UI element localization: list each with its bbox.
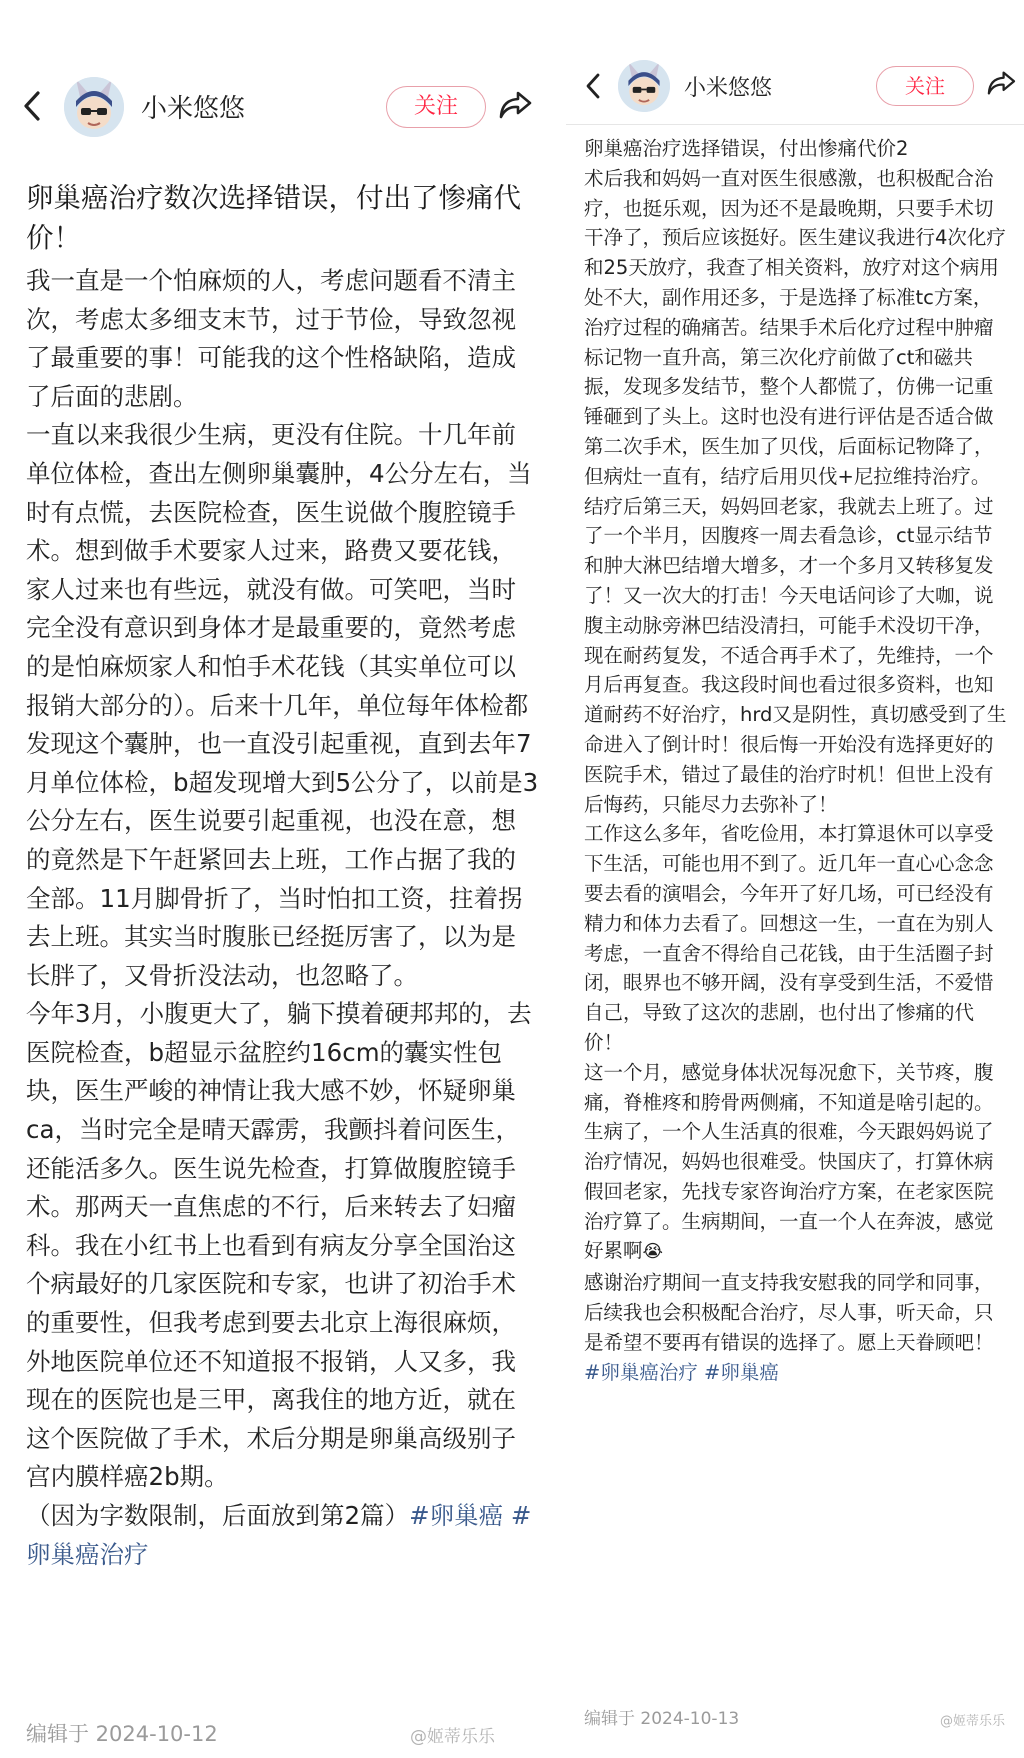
follow-button[interactable]: 关注 — [876, 66, 974, 106]
watermark: @姬蒂乐乐 — [940, 1714, 1006, 1729]
post-body — [566, 128, 1024, 1387]
follow-button[interactable]: 关注 — [386, 86, 486, 128]
edit-date: 编辑于 2024-10-13 — [584, 1709, 740, 1729]
edit-date: 编辑于 2024-10-12 — [26, 1722, 218, 1746]
post-paragraph: 术后我和妈妈一直对医生很感激，也积极配合治疗，也挺乐观，因为还不是最晚期，只要手术切干净了，预后应该挺好。医生建议我进行4次化疗和25天放疗，我查了相关资料，放疗对这个病用处不大，副作用还多，于是选择了标准tc方案，治疗过程的确痛苦。结果手术后化疗过程中肿瘤标记物一直升高，第三次化疗前做了ct和磁共振，发现多发结节，整个人都慌了，仿佛一记重锤砸到了头上。这时也没有进行评估是否适合做第二次手术，医生加了贝伐，后面标记物降了，但病灶一直有，结疗后用贝伐+尼拉维持治疗。结疗后第三天，妈妈回老家，我就去上班了。过了一个半月，因腹疼一周去看急诊，ct显示结节和肿大淋巴结增大增多，才一个多月又转移复发了！又一次大的打击！今天电话问诊了大咖，说腹主动脉旁淋巴结没清扫，可能手术没切干净，现在耐药复发，不适合再手术了，先维持，一个月后再复查。我这段时间也看过很多资料，也知道耐药不好治疗，hrd又是阴性，真切感受到了生命进入了倒计时！很后悔一开始没有选择更好的医院手术，错过了最佳的治疗时机！但世上没有后悔药，只能尽力去弥补了！ — [584, 166, 1007, 816]
share-icon[interactable] — [986, 70, 1016, 96]
watermark: @姬蒂乐乐 — [410, 1727, 495, 1747]
hashtag-link[interactable]: #卵巢癌治疗 — [26, 1501, 532, 1569]
post-title-line: 卵巢癌治疗选择错误，付出惨痛代价2 — [584, 137, 909, 160]
post-paragraph — [584, 1058, 1008, 1269]
username[interactable]: 小米悠悠 — [141, 94, 246, 124]
share-icon[interactable] — [498, 90, 532, 120]
back-arrow-icon[interactable] — [584, 72, 602, 100]
post-paragraph: 一直以来我很少生病，更没有住院。十几年前单位体检，查出左侧卵巢囊肿，4公分左右，当时有点慌，去医院检查，医生说做个腹腔镜手术。想到做手术要家人过来，路费又要花钱，家人过来也有些远，就没有做。可笑吧，当时完全没有意识到身体才是最重要的，竟然考虑的是怕麻烦家人和怕手术花钱（其实单位可以报销大部分的）。后来十几年，单位每年体检都发现这个囊肿，也一直没引起重视，直到去年7月单位体检，b超发现增大到5公分了，以前是3公分左右，医生说要引起重视，也没在意，想的竟然是下午赶紧回去上班，工作占据了我的全部。11月脚骨折了，当时怕扣工资，拄着拐去上班。其实当时腹胀已经挺厉害了，以为是长胖了，又骨折没法动，也忽略了。 — [26, 420, 539, 990]
post-paragraph-last — [26, 1497, 540, 1574]
post-paragraph-text: 这一个月，感觉身体状况每况愈下，关节疼，腹痛，脊椎疼和胯骨两侧痛，不知道是啥引起的。生病了，一个人生活真的很难，今天跟妈妈说了治疗情况，妈妈也很难受。快国庆了，打算休病假回老家，先找专家咨询治疗方案，在老家医院治疗算了。生病期间，一直一个人在奔波，感觉好累啊 — [584, 1060, 994, 1263]
post-paragraph: 我一直是一个怕麻烦的人，考虑问题看不清主次，考虑太多细支末节，过于节俭，导致忽视了最重要的事！可能我的这个性格缺陷，造成了后面的悲剧。 — [26, 266, 516, 411]
post-tags — [584, 1358, 1008, 1388]
continuation-note: （因为字数限制，后面放到第2篇） — [26, 1501, 410, 1530]
hashtag-link[interactable]: #卵巢癌 — [704, 1360, 779, 1384]
post-title: 卵巢癌治疗数次选择错误，付出了惨痛代价！ — [26, 182, 521, 254]
post-body — [0, 258, 560, 1574]
header-divider — [566, 124, 1024, 125]
right-post-panel — [566, 0, 1024, 1758]
post-header — [566, 0, 1024, 128]
avatar[interactable] — [618, 60, 670, 112]
username[interactable]: 小米悠悠 — [684, 76, 773, 101]
post-paragraph: 今年3月，小腹更大了，躺下摸着硬邦邦的，去医院检查，b超显示盆腔约16cm的囊实性包块，医生严峻的神情让我大感不妙，怀疑卵巢ca，当时完全是晴天霹雳，我颤抖着问医生，还能活多久。医生说先检查，打算做腹腔镜手术。那两天一直焦虑的不行，后来转去了妇瘤科。我在小红书上也看到有病友分享全国治这个病最好的几家医院和专家，也讲了初治手术的重要性，但我考虑到要去北京上海很麻烦，外地医院单位还不知道报不报销，人又多，我现在的医院也是三甲，离我住的地方近，就在这个医院做了手术，术后分期是卵巢高级别子宫内膜样癌2b期。 — [26, 999, 532, 1492]
crying-emoji-icon: 😭 — [642, 1242, 664, 1263]
post-paragraph: 工作这么多年，省吃俭用，本打算退休可以享受下生活，可能也用不到了。近几年一直心心念念要去看的演唱会，今年开了好几场，可已经没有精力和体力去看了。回想这一生，一直在为别人考虑，一直舍不得给自己花钱，由于生活圈子封闭，眼界也不够开阔，没有享受到生活，不爱惜自己，导致了这次的悲剧，也付出了惨痛的代价！ — [584, 822, 994, 1054]
post-paragraph: 感谢治疗期间一直支持我安慰我的同学和同事，后续我也会积极配合治疗，尽人事，听天命，只是希望不要再有错误的选择了。愿上天眷顾吧！ — [584, 1271, 994, 1354]
avatar[interactable] — [64, 77, 124, 137]
back-arrow-icon[interactable] — [22, 90, 42, 122]
hashtag-link[interactable]: #卵巢癌 — [409, 1501, 504, 1530]
post-header — [0, 0, 560, 156]
hashtag-link[interactable]: #卵巢癌治疗 — [584, 1360, 698, 1384]
